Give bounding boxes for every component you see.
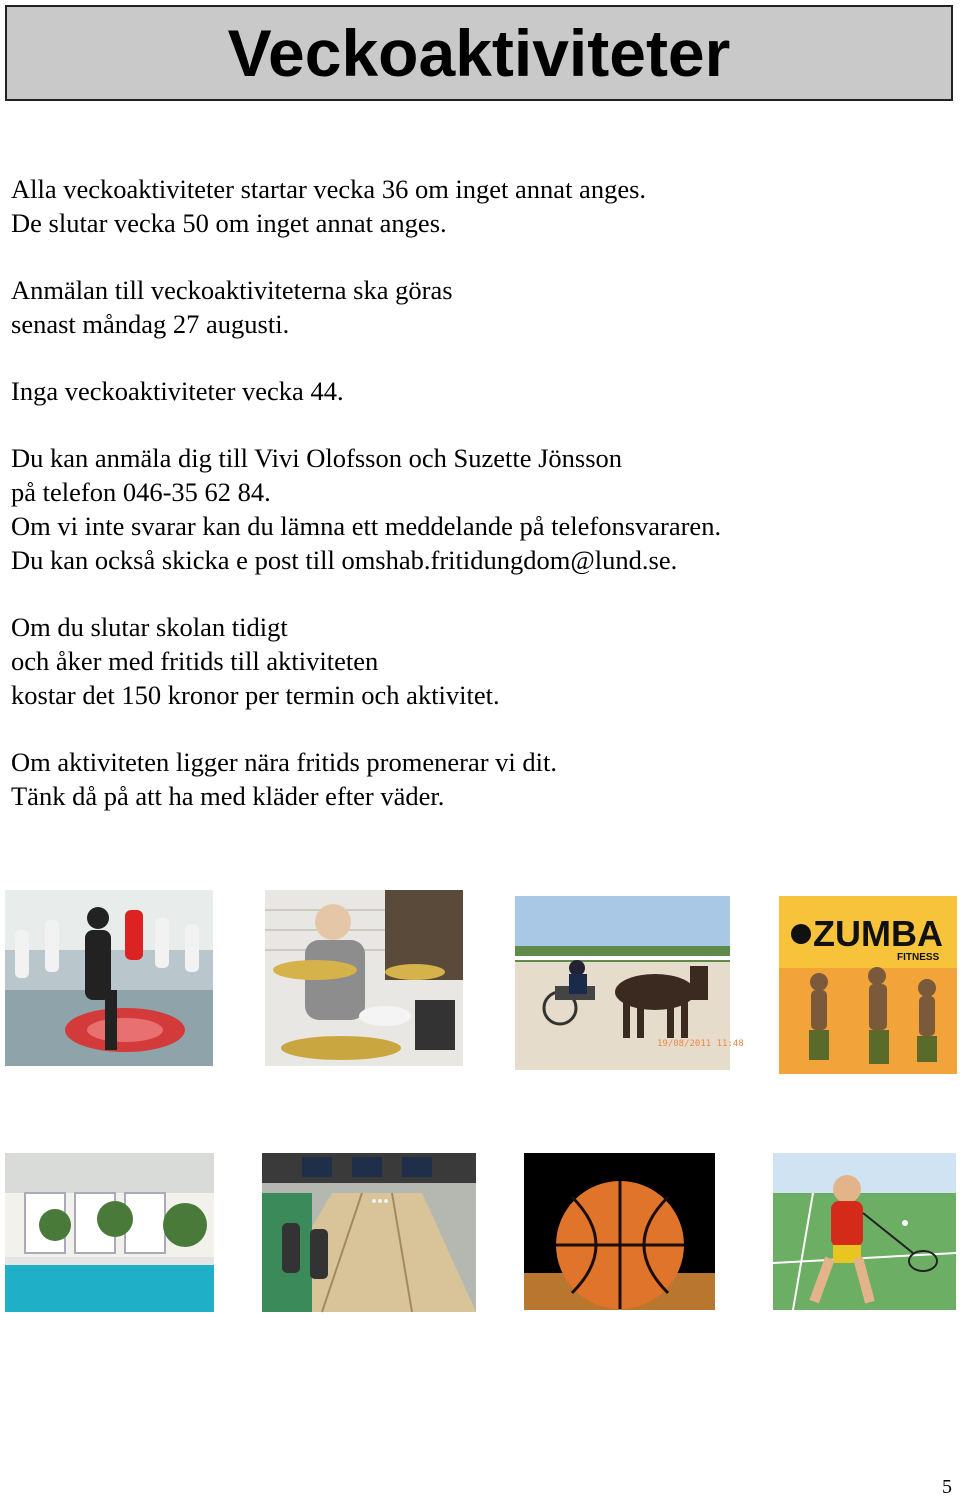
text-line: Anmälan till veckoaktiviteterna ska göras (11, 275, 453, 305)
page-title: Veckoaktiviteter (227, 16, 731, 90)
basketball-photo (524, 1153, 715, 1310)
text-line: senast måndag 27 augusti. (11, 309, 290, 339)
paragraph-cost (11, 610, 941, 712)
text-line: Du kan anmäla dig till Vivi Olofsson och Suzette Jönsson (11, 443, 623, 473)
title-banner (5, 5, 953, 101)
zumba-logo-text: ZUMBA (813, 913, 943, 954)
zumba-fitness-text: FITNESS (897, 952, 940, 963)
harness-pony-photo (515, 896, 744, 1070)
text-line: Inga veckoaktiviteter vecka 44. (11, 376, 344, 406)
text-line: Om aktiviteten ligger nära fritids promenerar vi dit. (11, 747, 558, 777)
text-line: Om vi inte svarar kan du lämna ett meddelande på telefonsvararen. (11, 511, 722, 541)
bowling-alley-photo (262, 1153, 476, 1312)
photo-timestamp: 19/08/2011 11:48 (657, 1039, 744, 1049)
badminton-player-photo (773, 1153, 956, 1310)
drummer-photo (265, 890, 463, 1066)
text-line: Du kan också skicka e post till omshab.fritidungdom@lund.se. (11, 545, 678, 575)
text-line: Om du slutar skolan tidigt (11, 612, 288, 642)
paragraph-weeks (11, 172, 941, 240)
text-line: Tänk då på att ha med kläder efter väder. (11, 781, 445, 811)
zumba-fitness-photo (779, 896, 957, 1074)
text-line: Alla veckoaktiviteter startar vecka 36 om inget annat anges. (11, 174, 647, 204)
paragraph-week-44 (11, 374, 941, 408)
swimming-pool-photo (5, 1153, 214, 1312)
text-line: De slutar vecka 50 om inget annat anges. (11, 208, 447, 238)
page-number: 5 (942, 1476, 952, 1498)
paragraph-contact (11, 441, 941, 577)
paragraph-walking (11, 745, 941, 813)
text-line: kostar det 150 kronor per termin och aktivitet. (11, 680, 500, 710)
paragraph-registration (11, 273, 941, 341)
dance-class-photo (5, 890, 213, 1066)
text-line: på telefon 046-35 62 84. (11, 477, 271, 507)
text-line: och åker med fritids till aktiviteten (11, 646, 379, 676)
info-text (11, 172, 941, 846)
